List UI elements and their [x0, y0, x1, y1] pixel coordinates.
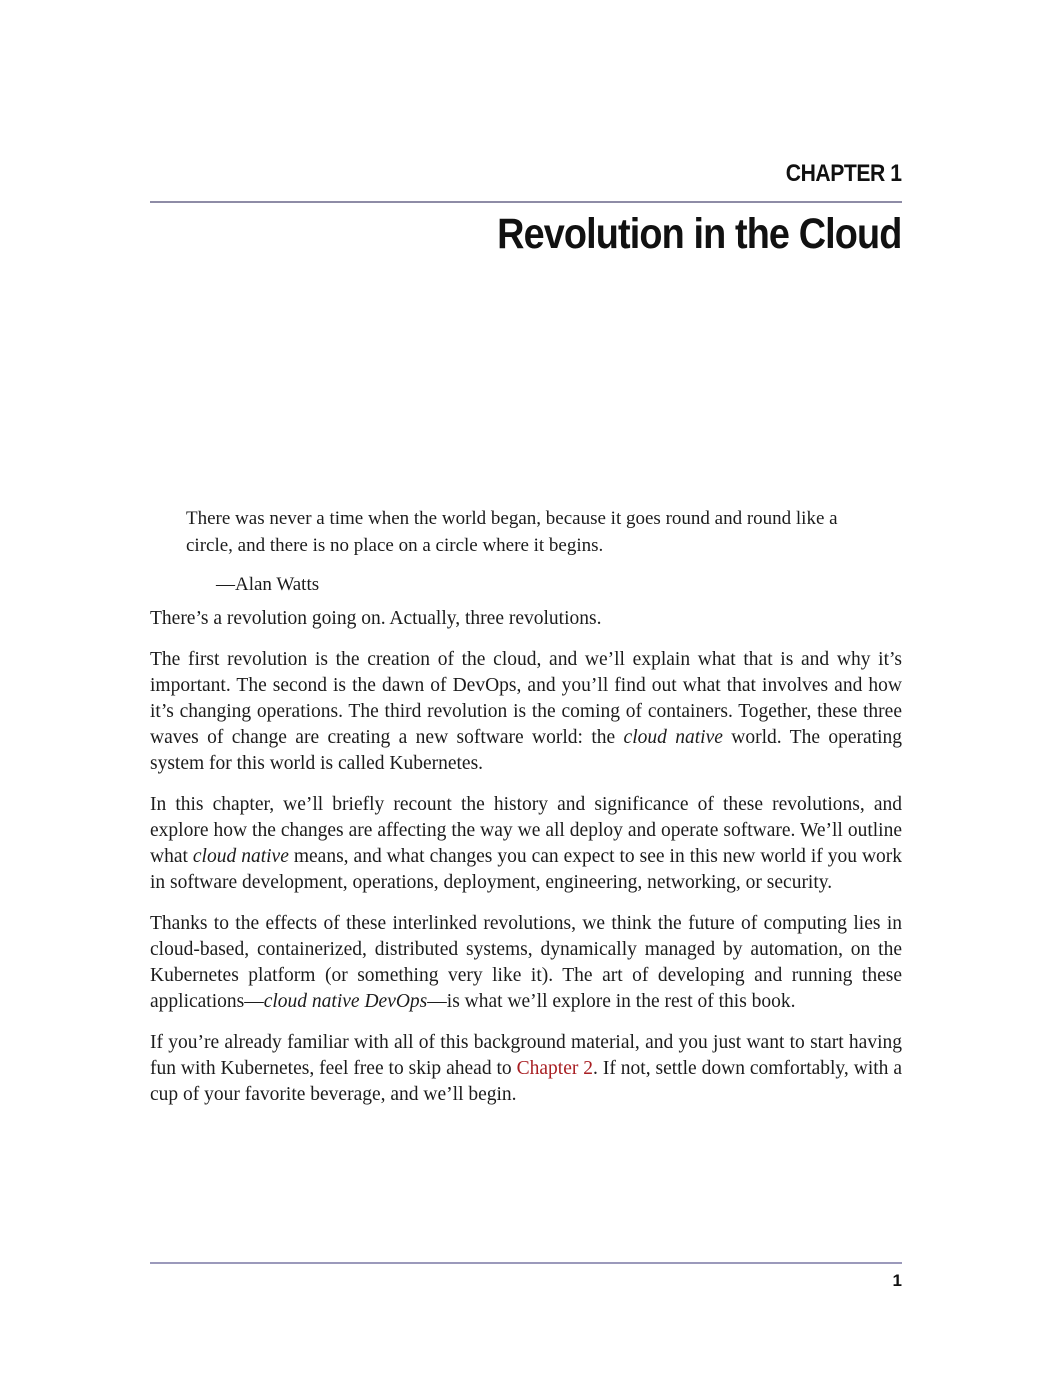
text-run: In this chapter, we’ll briefly recount the history and significance of these revolutions, and explore how the changes are affecting the way we all deploy and operate software. We’ll outline what: [150, 794, 902, 868]
text-run: If you’re already familiar with all of this background material, and you just want to start having fun with Kubernetes, feel free to skip ahead to: [150, 1032, 902, 1080]
text-run: —is what we’ll explore in the rest of this book.: [427, 991, 796, 1013]
page-number: 1: [892, 1271, 902, 1290]
text-run: The first revolution is the creation of the cloud, and we’ll explain what that is and why it’s important. The second is the dawn of DevOps, and you’ll find out what that involves and how it’s changing operations. The third revolution is the coming of containers. Together, these three waves of change are creating a new software world: the: [150, 649, 902, 749]
text-run: means, and what changes you can expect to see in this new world if you work in software development, operations, deployment, engineering, networking, or security.: [150, 846, 903, 894]
paragraph-5: [150, 1030, 902, 1108]
paragraph-3: [150, 792, 902, 896]
chapter-2-link[interactable]: Chapter 2: [516, 1058, 594, 1080]
page-footer: [150, 1262, 902, 1289]
paragraph-2: [150, 647, 902, 777]
chapter-label: [150, 162, 902, 186]
body-text: [150, 606, 902, 1108]
text-run: . If not, settle down comfortably, with a cup of your favorite beverage, and we’ll begin.: [150, 1058, 902, 1106]
italic-term: cloud native DevOps: [263, 991, 428, 1013]
footer-rule: [150, 1262, 902, 1264]
text-run: There’s a revolution going on. Actually, three revolutions.: [150, 608, 602, 630]
header-rule: [150, 201, 902, 203]
italic-term: cloud native: [192, 846, 289, 868]
paragraph-4: [150, 911, 902, 1015]
text-run: Thanks to the effects of these interlinked revolutions, we think the future of computing lies in cloud-based, containerized, distributed systems, dynamically managed by automation, on the Kubernetes platform (or something very like it). The art of developing and running these applications—: [150, 913, 902, 1013]
chapter-label-text: CHAPTER 1: [786, 160, 902, 187]
epigraph-attribution: —Alan Watts: [216, 574, 320, 596]
text-run: world. The operating system for this world is called Kubernetes.: [150, 727, 902, 775]
paragraph-1: [150, 606, 902, 632]
page-title: [150, 212, 902, 257]
page-title-text: Revolution in the Cloud: [497, 210, 902, 258]
italic-term: cloud native: [623, 727, 723, 749]
epigraph-quote: There was never a time when the world began, because it goes round and round like a circle, and there is no place on a circle where it begins.: [186, 508, 838, 557]
